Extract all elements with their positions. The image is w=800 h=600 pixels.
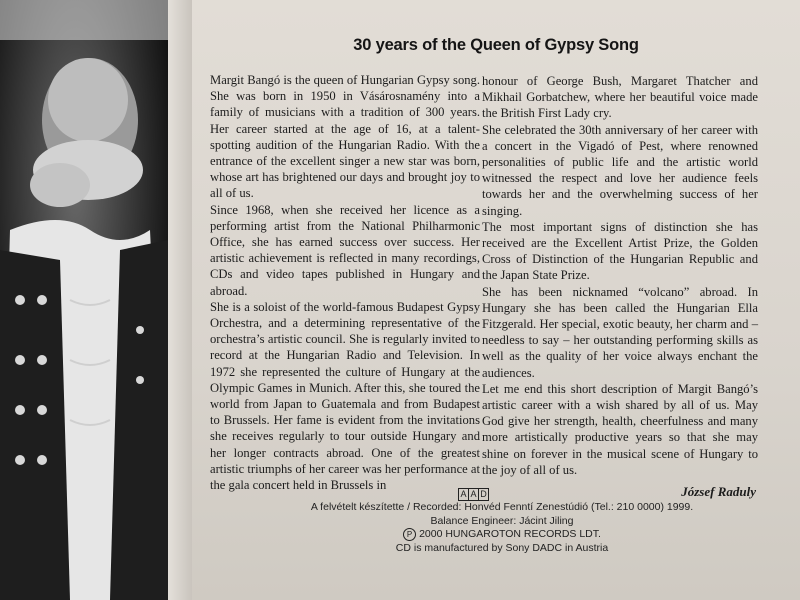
paragraph: Since 1968, when she received her licence as a performing artist from the National Philharmonic Office, she has earned success over success. Her artistic achievement is reflected in many recordings, CDs and video tapes published in Hungary and abroad. [210,202,480,298]
phonogram-icon: P [403,528,416,541]
author-signature: József Raduly [681,484,756,500]
page-title: 30 years of the Queen of Gypsy Song [353,36,639,54]
aad-badge [458,488,488,501]
paragraph: Margit Bangó is the queen of Hungarian Gypsy song. She was born in 1950 in Vásárosnamény into a family of musicians with a tradition of 300 years. Her career started at the age of 16, at a talent-spotting audition of the Hungarian Radio. With the entrance of the excellent singer a new star was born, whose art has brightened our days and brought joy to all of us. [210,73,480,201]
singer-photo [0,0,168,600]
left-panel [0,0,192,600]
paragraph: She has been nicknamed “volcano” abroad. In Hungary she has been called the Hungarian Ella Fitzgerald. Her special, exotic beauty, her charm and – needless to say – her outstanding performing skills as well as the quality of her voice always enchant the audiences. [482,284,758,380]
credit-copyright: 2000 HUNGAROTON RECORDS LDT. [419,528,601,541]
aad-letter: A [468,488,479,501]
text-column-right [482,73,758,500]
credit-engineer: Balance Engineer: Jácint Jiling [430,514,574,527]
credits [252,501,752,555]
paragraph: Let me end this short description of Margit Bangó’s artistic career with a wish shared by all of us. May God give her strength, health, cheerfulness and many more artistically productive years so that she may shine on forever in the musical scene of Hungary to the joy of all of us. [482,381,758,477]
text-column-left [210,72,480,493]
paragraph: honour of George Bush, Margaret Thatcher and Mikhail Gorbatchew, where her beautiful voice made the British First Lady cry. [482,74,758,121]
credit-manufactured: CD is manufactured by Sony DADC in Austria [395,541,609,554]
booklet-fold [168,0,192,600]
paragraph: She is a soloist of the world-famous Budapest Gypsy Orchestra, and a determining representative of the orchestra’s artistic council. She is regularly invited to record at the Hungarian Radio and Television. In 1972 she represented the culture of Hungary at the Olympic Games in Munich. After this, she toured the world from Japan to Guatemala and from Budapest to Brussels. Her fame is evident from the invitations she receives regularly to tour outside Hungary and her longer contracts abroad. One of the greatest artistic triumphs of her career was her performance at the gala concert held in Brussels in [210,299,480,493]
booklet-page [192,0,800,600]
credit-copyright-line [252,528,752,542]
aad-letter: A [458,488,469,501]
paragraph: She celebrated the 30th anniversary of her career with a concert in the Vigadó of Pest, where renowned personalities of public life and the artistic world witnessed the respect and love her audience feels towards her and the overwhelming success of her singing. [482,122,758,218]
photo-illustration [0,0,168,600]
credit-recorded: A felvételt készítette / Recorded: Honvéd Fenntí Zenestúdió (Tel.: 210 0000) 1999. [310,501,694,513]
aad-letter: D [478,488,489,501]
paragraph: The most important signs of distinction she has received are the Excellent Artist Prize, the Golden Cross of Distinction of the Hungarian Republic and the Japan State Prize. [482,219,758,283]
